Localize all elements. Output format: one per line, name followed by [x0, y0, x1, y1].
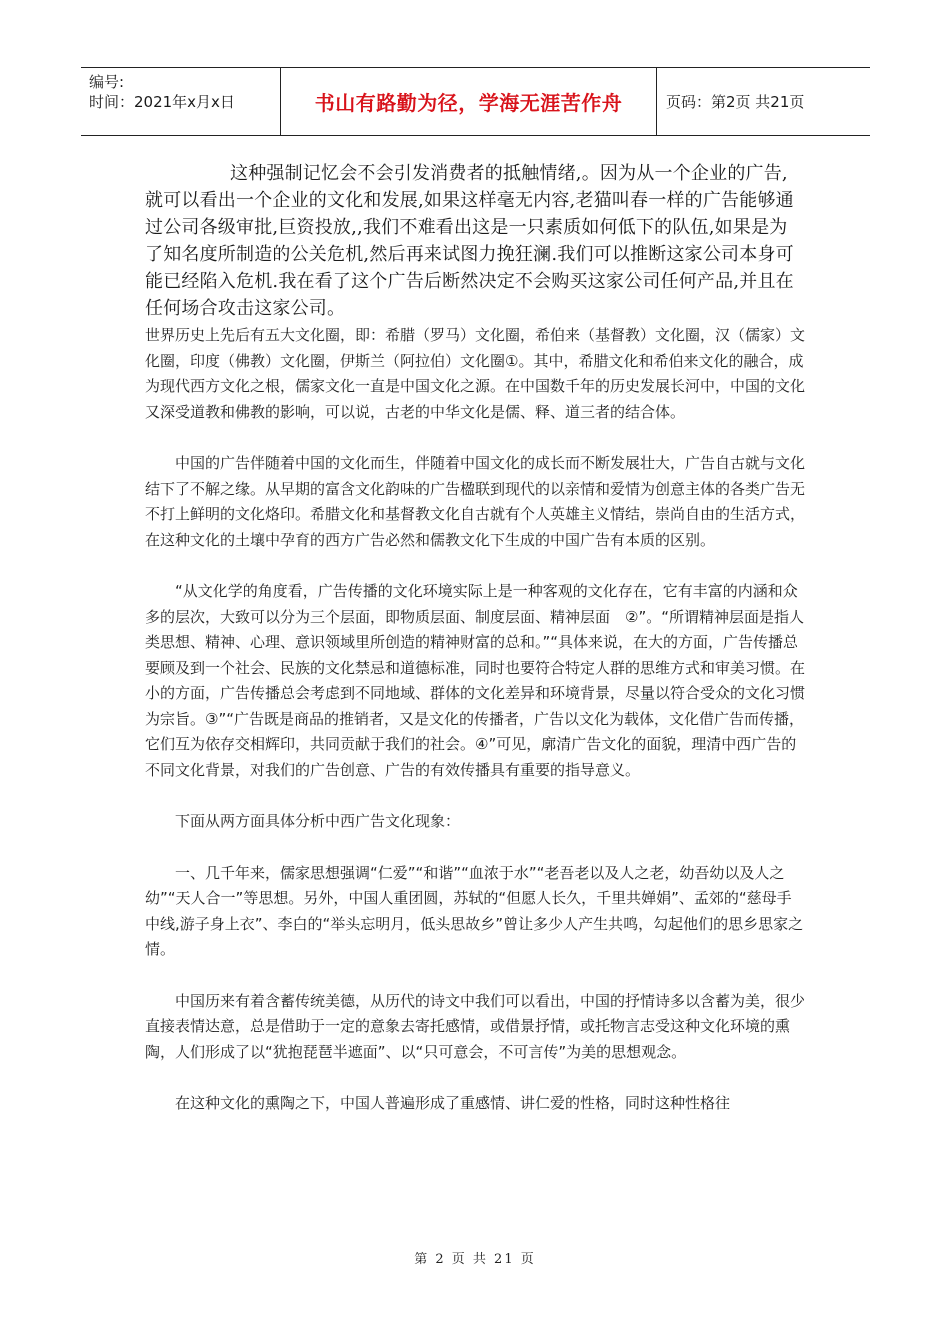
- paragraph-advertising-culture: 中国的广告伴随着中国的文化而生，伴随着中国文化的成长而不断发展壮大，广告自古就与文化结下了不解之缘。从早期的富含文化韵味的广告楹联到现代的以亲情和爱情为创意主体的各类广告无不打上鲜明的文化烙印。希腊文化和基督教文化自古就有个人英雄主义情结，崇尚自由的生活方式，在这种文化的土壤中孕育的西方广告必然和儒教文化下生成的中国广告有本质的区别。: [145, 454, 806, 549]
- intro-paragraph: 这种强制记忆会不会引发消费者的抵触情绪,。因为从一个企业的广告,就可以看出一个企业的文化和发展,如果这样毫无内容,老猫叫春一样的广告能够通过公司各级审批,巨资投放,,我们不难看出这是一只素质如何低下的队伍,如果是为了知名度所制造的公关危机,然后再来试图力挽狂澜.我们可以推断这家公司本身可能已经陷入危机.我在看了这个广告后断然决定不会购买这家公司任何产品,并且在任何场合攻击这家公司。: [145, 163, 794, 319]
- paragraph-cultural-layers: “从文化学的角度看，广告传播的文化环境实际上是一种客观的文化存在，它有丰富的内涵和众多的层次，大致可以分为三个层面，即物质层面、制度层面、精神层面 ②”。“所谓精神层面是指人类思想、精神、心理、意识领域里所创造的精神财富的总和。”“具体来说，在大的方面，广告传播总要顾及到一个社会、民族的文化禁忌和道德标准，同时也要符合特定人群的思维方式和审美习惯。在小的方面，广告传播总会考虑到不同地域、群体的文化差异和环境背景，尽量以符合受众的文化习惯为宗旨。③”“广告既是商品的推销者，又是文化的传播者，广告以文化为载体，文化借广告而传播，它们互为依存交相辉印，共同贡献于我们的社会。④”可见，廓清广告文化的面貌，理清中西广告的不同文化背景，对我们的广告创意、广告的有效传播具有重要的指导意义。: [145, 582, 806, 779]
- number-label: 编号:: [89, 73, 125, 91]
- document-header: [81, 67, 870, 136]
- header-motto-cell: [281, 68, 657, 135]
- page-footer: 第 2 页 共 21 页: [414, 1252, 536, 1267]
- paragraph-confucian-thought: 一、几千年来，儒家思想强调“仁爱”“和谐”“血浓于水”“老吾老以及人之老，幼吾幼以及人之幼”“天人合一”等思想。另外，中国人重团圆，苏轼的“但愿人长久，千里共婵娟”、孟郊的“慈母手中线,游子身上衣”、李白的“举头忘明月，低头思故乡”曾让多少人产生共鸣，勾起他们的思乡思家之情。: [145, 863, 804, 958]
- header-page-cell: [657, 68, 870, 135]
- paragraph-culture-circles: 世界历史上先后有五大文化圈，即：希腊（罗马）文化圈，希伯来（基督教）文化圈，汉（儒家）文化圈，印度（佛教）文化圈，伊斯兰（阿拉伯）文化圈①。其中，希腊文化和希伯来文化的融合，成为现代西方文化之根，儒家文化一直是中国文化之源。在中国数千年的历史发展长河中，中国的文化又深受道教和佛教的影响，可以说，古老的中华文化是儒、释、道三者的结合体。: [145, 326, 806, 421]
- paragraph-analysis-intro: 下面从两方面具体分析中西广告文化现象：: [175, 812, 461, 830]
- header-meta-cell: [81, 68, 281, 135]
- time-label: 时间：2021年x月x日: [89, 93, 235, 111]
- paragraph-implicit-beauty: 中国历来有着含蓄传统美德，从历代的诗文中我们可以看出，中国的抒情诗多以含蓄为美，很少直接表情达意，总是借助于一定的意象去寄托感情，或借景抒情，或托物言志受这种文化环境的熏陶，人们形成了以“犹抱琵琶半遮面”、以“只可意会，不可言传”为美的思想观念。: [145, 991, 806, 1061]
- page-info: 页码：第2页 共21页: [666, 93, 805, 111]
- document-body: [145, 160, 805, 1143]
- paragraph-character: 在这种文化的熏陶之下，中国人普遍形成了重感情、讲仁爱的性格，同时这种性格往: [175, 1094, 731, 1112]
- motto-text: 书山有路勤为径，学海无涯苦作舟: [314, 91, 623, 115]
